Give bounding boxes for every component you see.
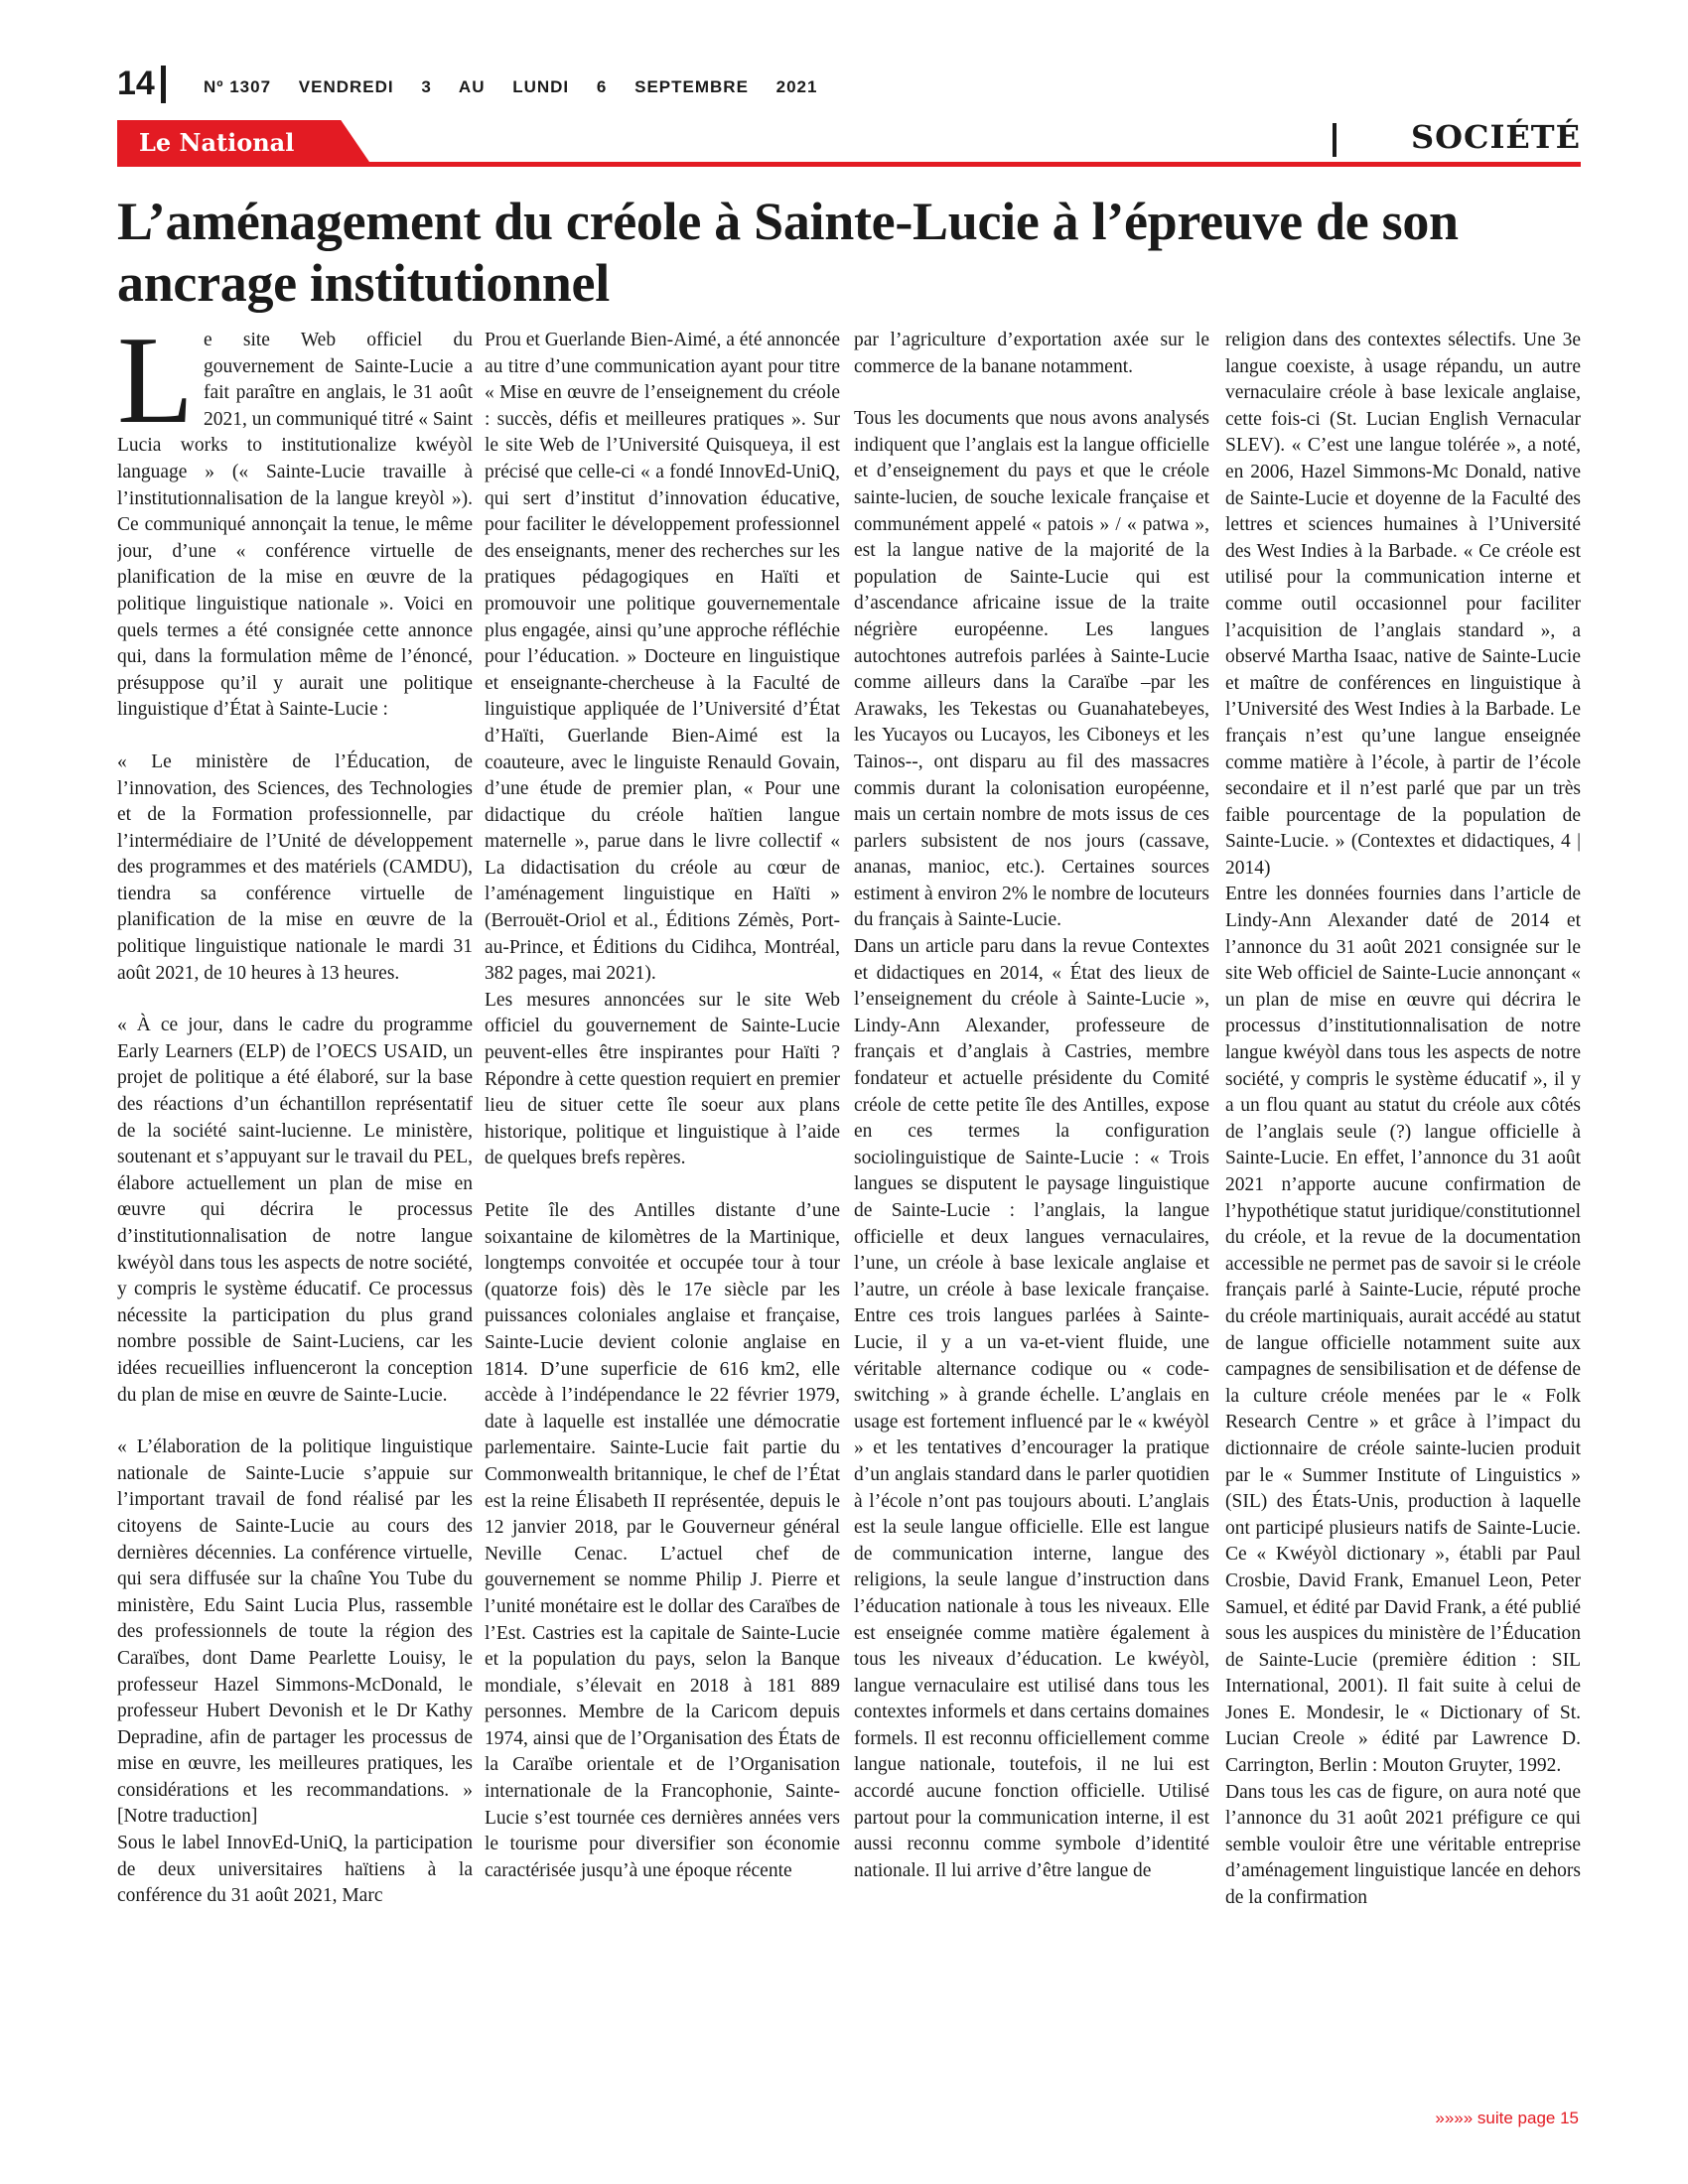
article-paragraph — [117, 328, 473, 724]
article-paragraph: « L’élaboration de la politique linguistique nationale de Sainte-Lucie s’appuie sur l’important travail de fond réalisé par les citoyens de Sainte-Lucie au cours des dernières décennies. La conférence virtuelle, qui sera diffusée sur la chaîne You Tube du ministère, Edu Saint Lucia Plus, rassemble des professionnels de toute la région des Caraïbes, dont Dame Pearlette Louisy, le professeur Hazel Simmons-McDonald, le professeur Hubert Devonish et le Dr Kathy Depradine, afin de partager les processus de mise en œuvre, les meilleures pratiques, les considérations et les recommandations. » [Notre traduction] — [117, 1436, 473, 1828]
section-label: SOCIÉTÉ — [1410, 118, 1581, 156]
article-paragraph: « À ce jour, dans le cadre du programme Early Learners (ELP) de l’OECS USAID, un projet de politique a été élaboré, sur la base des réactions d’un échantillon représentatif de la société saint-lucienne. Le ministère, soutenant et s’appuyant sur le travail du PEL, élabore actuellement un plan de mise en œuvre qui décrira le processus d’institutionnalisation de notre langue kwéyòl dans tous les aspects de notre société, y compris le système éducatif. Ce processus nécessite la participation du plus grand nombre possible de Saint-Luciens, car les idées recueillies influenceront la conception du plan de mise en œuvre de Sainte-Lucie. — [117, 1015, 473, 1406]
page-number-divider — [161, 66, 166, 103]
issue-dateline — [204, 77, 839, 97]
article-paragraph: religion dans des contextes sélectifs. Une 3e langue coexiste, à usage répandu, un autre vernaculaire créole à base lexicale anglaise, cette fois-ci (St. Lucian English Vernacular SLEV). « C’est une langue tolérée », a noté, en 2006, Hazel Simmons-Mc Donald, native de Sainte-Lucie et doyenne de la Faculté des lettres et sciences humaines à l’Université des West Indies à la Barbade. « Ce créole est utilisé pour la communication interne et comme outil occasionnel pour faciliter l’acquisition de l’anglais standard », a observé Martha Isaac, native de Sainte-Lucie et maître de conférences en linguistique à l’Université des West Indies à la Barbade. Le français n’est qu’une langue enseignée comme matière à l’école, à partir de l’école secondaire et il n’est parlé que par un très faible pourcentage de la population de Sainte-Lucie. » (Contextes et didactiques, 4 | 2014) — [1225, 330, 1581, 879]
article-paragraph: Les mesures annoncées sur le site Web officiel du gouvernement de Sainte-Lucie peuvent-elles être inspirantes pour Haïti ? Répondre à cette question requiert en premier lieu de situer cette île soeur aux plans historique, politique et linguistique à l’aide de quelques brefs repères. — [485, 989, 840, 1169]
article-paragraph: Tous les documents que nous avons analysés indiquent que l’anglais est la langue officielle et d’enseignement du pays et que le créole sainte-lucien, de souche lexicale française et communément appelé « patois » / « patwa », est la langue native de la majorité de la population de Sainte-Lucie qui est d’ascendance africaine issue de la traite négrière européenne. Les langues autochtones autrefois parlées à Sainte-Lucie comme ailleurs dans la Caraïbe –par les Arawaks, les Tekestas ou Guanahatebeyes, les Yucayos ou Lucayos, les Ciboneys et les Tainos--, ont disparu au fil des massacres commis durant la colonisation européenne, mais un certain nombre de mots issus de ces parlers subsistent de nos jours (cassave, ananas, manioc, etc.). Certaines sources estiment à environ 2% le nombre de locuteurs du français à Sainte-Lucie. — [854, 408, 1209, 931]
article-paragraph: Petite île des Antilles distante d’une soixantaine de kilomètres de la Martinique, longtemps convoitée et occupée tour à tour (quatorze fois) dès le 17e siècle par les puissances coloniales anglaise et française, Sainte-Lucie devient colonie anglaise en 1814. D’une superficie de 616 km2, elle accède à l’indépendance le 22 février 1979, date à laquelle est installée une démocratie parlementaire. Sainte-Lucie fait partie du Commonwealth britannique, le chef de l’État est la reine Élisabeth II représentée, depuis le 12 janvier 2018, par le Gouverneur général Neville Cenac. L’actuel chef de gouvernement se nomme Philip J. Pierre et l’unité monétaire est le dollar des Caraïbes de l’Est. Castries est la capitale de Sainte-Lucie et la population du pays, selon la Banque mondiale, s’élevait en 2018 à 181 889 personnes. Membre de la Caricom depuis 1974, ainsi que de l’Organisation des États de la Caraïbe orientale et de l’Organisation internationale de la Francophonie, Sainte-Lucie s’est tournée ces dernières années vers le tourisme pour diversifier son économie caractérisée jusqu’à une époque récente — [485, 1200, 840, 1881]
article-column-2 — [485, 328, 840, 2105]
dateline-month: SEPTEMBRE — [634, 77, 749, 96]
article-column-4 — [1225, 328, 1581, 2105]
continued-on-link[interactable]: »»»» suite page 15 — [1435, 2109, 1579, 2127]
paragraph-text: e site Web officiel du gouvernement de Sainte-Lucie a fait paraître en anglais, le 31 août 2021, un communiqué titré « Saint Lucia works to institutionalize kwéyòl language » (« Sainte-Lucie travaille à l’institutionnalisation de la langue kreyòl »). Ce communiqué annonçait la tenue, le même jour, d’une « conférence virtuelle de planification de la mise en œuvre de la politique linguistique nationale ». Voici en quels termes a été consignée cette annonce qui, dans la formulation même de l’énoncé, présuppose qu’il y aurait une politique linguistique d’État à Sainte-Lucie : — [117, 330, 473, 721]
section-divider — [1333, 123, 1336, 157]
article-column-1 — [117, 328, 473, 2105]
dateline-year: 2021 — [775, 77, 818, 96]
dropcap-letter: L — [117, 328, 194, 450]
dateline-au: AU — [458, 77, 486, 96]
article-paragraph: par l’agriculture d’exportation axée sur le commerce de la banane notamment. — [854, 330, 1209, 377]
article-column-3 — [854, 328, 1209, 2105]
dateline-date-start: 3 — [421, 77, 432, 96]
brand-logo-text: Le National — [139, 128, 295, 157]
article-paragraph: Prou et Guerlande Bien-Aimé, a été annoncée au titre d’une communication ayant pour titre « Mise en œuvre de l’enseignement du créole : succès, défis et meilleures pratiques ». Sur le site Web de l’Université Quisqueya, il est précisé que celle-ci « a fondé InnovEd-UniQ, qui sert d’institut d’innovation éducative, pour faciliter le développement professionnel des enseignants, mener des recherches sur les pratiques pédagogiques en Haïti et promouvoir une politique gouvernementale plus engagée, ainsi qu’une approche réfléchie pour l’éducation. » Docteure en linguistique et enseignante-chercheuse à la Faculté de linguistique appliquée de l’Université d’État d’Haïti, Guerlande Bien-Aimé est la coauteure, avec le linguiste Renauld Govain, d’une étude de premier plan, « Pour une didactique du créole haïtien langue maternelle », parue dans le livre collectif « La didactisation du créole au cœur de l’aménagement linguistique en Haïti » (Berrouët-Oriol et al., Éditions Zémès, Port-au-Prince, et Éditions du Cidihca, Montréal, 382 pages, mai 2021). — [485, 330, 840, 985]
article-paragraph: Dans tous les cas de figure, on aura noté que l’annonce du 31 août 2021 préfigure ce qui semble vouloir être une véritable entreprise d’aménagement linguistique lancée en dehors de la confirmation — [1225, 1781, 1581, 1909]
article-headline: L’aménagement du créole à Sainte-Lucie à l’épreuve de son ancrage institutionnel — [117, 192, 1459, 313]
page-number: 14 — [117, 65, 155, 102]
header-rule — [117, 162, 1581, 167]
dateline-date-end: 6 — [596, 77, 608, 96]
dateline-day-end: LUNDI — [512, 77, 570, 96]
article-paragraph: « Le ministère de l’Éducation, de l’innovation, des Sciences, des Technologies et de la Formation professionnelle, par l’intermédiaire de l’Unité de développement des programmes et des matériels (CAMDU), tiendra sa conférence virtuelle de planification de la mise en œuvre de la politique linguistique nationale le mardi 31 août 2021, de 10 heures à 13 heures. — [117, 751, 473, 984]
issue-number: Nº 1307 — [204, 77, 272, 96]
article-paragraph: Dans un article paru dans la revue Contextes et didactiques en 2014, « État des lieux de l’enseignement du créole à Sainte-Lucie », Lindy-Ann Alexander, professeure de français et d’anglais à Castries, membre fondateur et actuelle présidente du Comité créole de cette petite île des Antilles, expose en ces termes la configuration sociolinguistique de Sainte-Lucie : « Trois langues se disputent le paysage linguistique de Sainte-Lucie : l’anglais, la langue officielle et deux langues vernaculaires, l’une, un créole à base lexicale anglaise et l’autre, un créole à base lexicale française. Entre ces trois langues parlées à Sainte-Lucie, il y a un va-et-vient fluide, une véritable alternance codique ou « code-switching » à grande échelle. L’anglais en usage est fortement influencé par le « kwéyòl » et les tentatives d’encourager la pratique d’un anglais standard dans le parler quotidien à l’école n’ont pas toujours abouti. L’anglais est la seule langue officielle. Elle est langue de communication interne, langue des religions, la seule langue d’instruction dans l’éducation nationale à tous les niveaux. Elle est enseignée comme matière également à tous les niveaux d’éducation. Le kwéyòl, langue vernaculaire est utilisé dans tous les contextes informels et dans certains domaines formels. Il est reconnu officiellement comme langue nationale, toutefois, il ne lui est accordé aucune fonction officielle. Utilisé partout pour la communication interne, il est aussi reconnu comme symbole d’identité nationale. Il lui arrive d’être langue de — [854, 936, 1209, 1881]
article-paragraph: Entre les données fournies dans l’article de Lindy-Ann Alexander daté de 2014 et l’annonce du 31 août 2021 consignée sur le site Web officiel de Sainte-Lucie annonçant « un plan de mise en œuvre qui décrira le processus d’institutionnalisation de notre langue kwéyòl dans tous les aspects de notre société, y compris le système éducatif », il y a un flou quant au statut du créole aux côtés de l’anglais seule (?) langue officielle à Sainte-Lucie. En effet, l’annonce du 31 août 2021 n’apporte aucune confirmation de l’hypothétique statut juridique/constitutionnel du créole, et la revue de la documentation accessible ne permet pas de savoir si le créole français parlé à Sainte-Lucie, réputé proche du créole martiniquais, aurait accédé au statut de langue officielle notamment suite aux campagnes de sensibilisation et de défense de la culture créole menées par le « Folk Research Centre » et grâce à l’impact du dictionnaire de créole sainte-lucien produit par le « Summer Institute of Linguistics » (SIL) des États-Unis, production à laquelle ont participé plusieurs natifs de Sainte-Lucie. Ce « Kwéyòl dictionary », établi par Paul Crosbie, David Frank, Emanuel Leon, Peter Samuel, et édité par David Frank, a été publié sous les auspices du ministère de l’Éducation de Sainte-Lucie (première édition : SIL International, 2001). Il fait suite à celui de Jones E. Mondesir, le « Dictionary of St. Lucian Creole » édité par Lawrence D. Carrington, Berlin : Mouton Gruyter, 1992. — [1225, 884, 1581, 1777]
article-paragraph: Sous le label InnovEd-UniQ, la participation de deux universitaires haïtiens à la conférence du 31 août 2021, Marc — [117, 1833, 473, 1907]
dateline-day-start: VENDREDI — [298, 77, 394, 96]
